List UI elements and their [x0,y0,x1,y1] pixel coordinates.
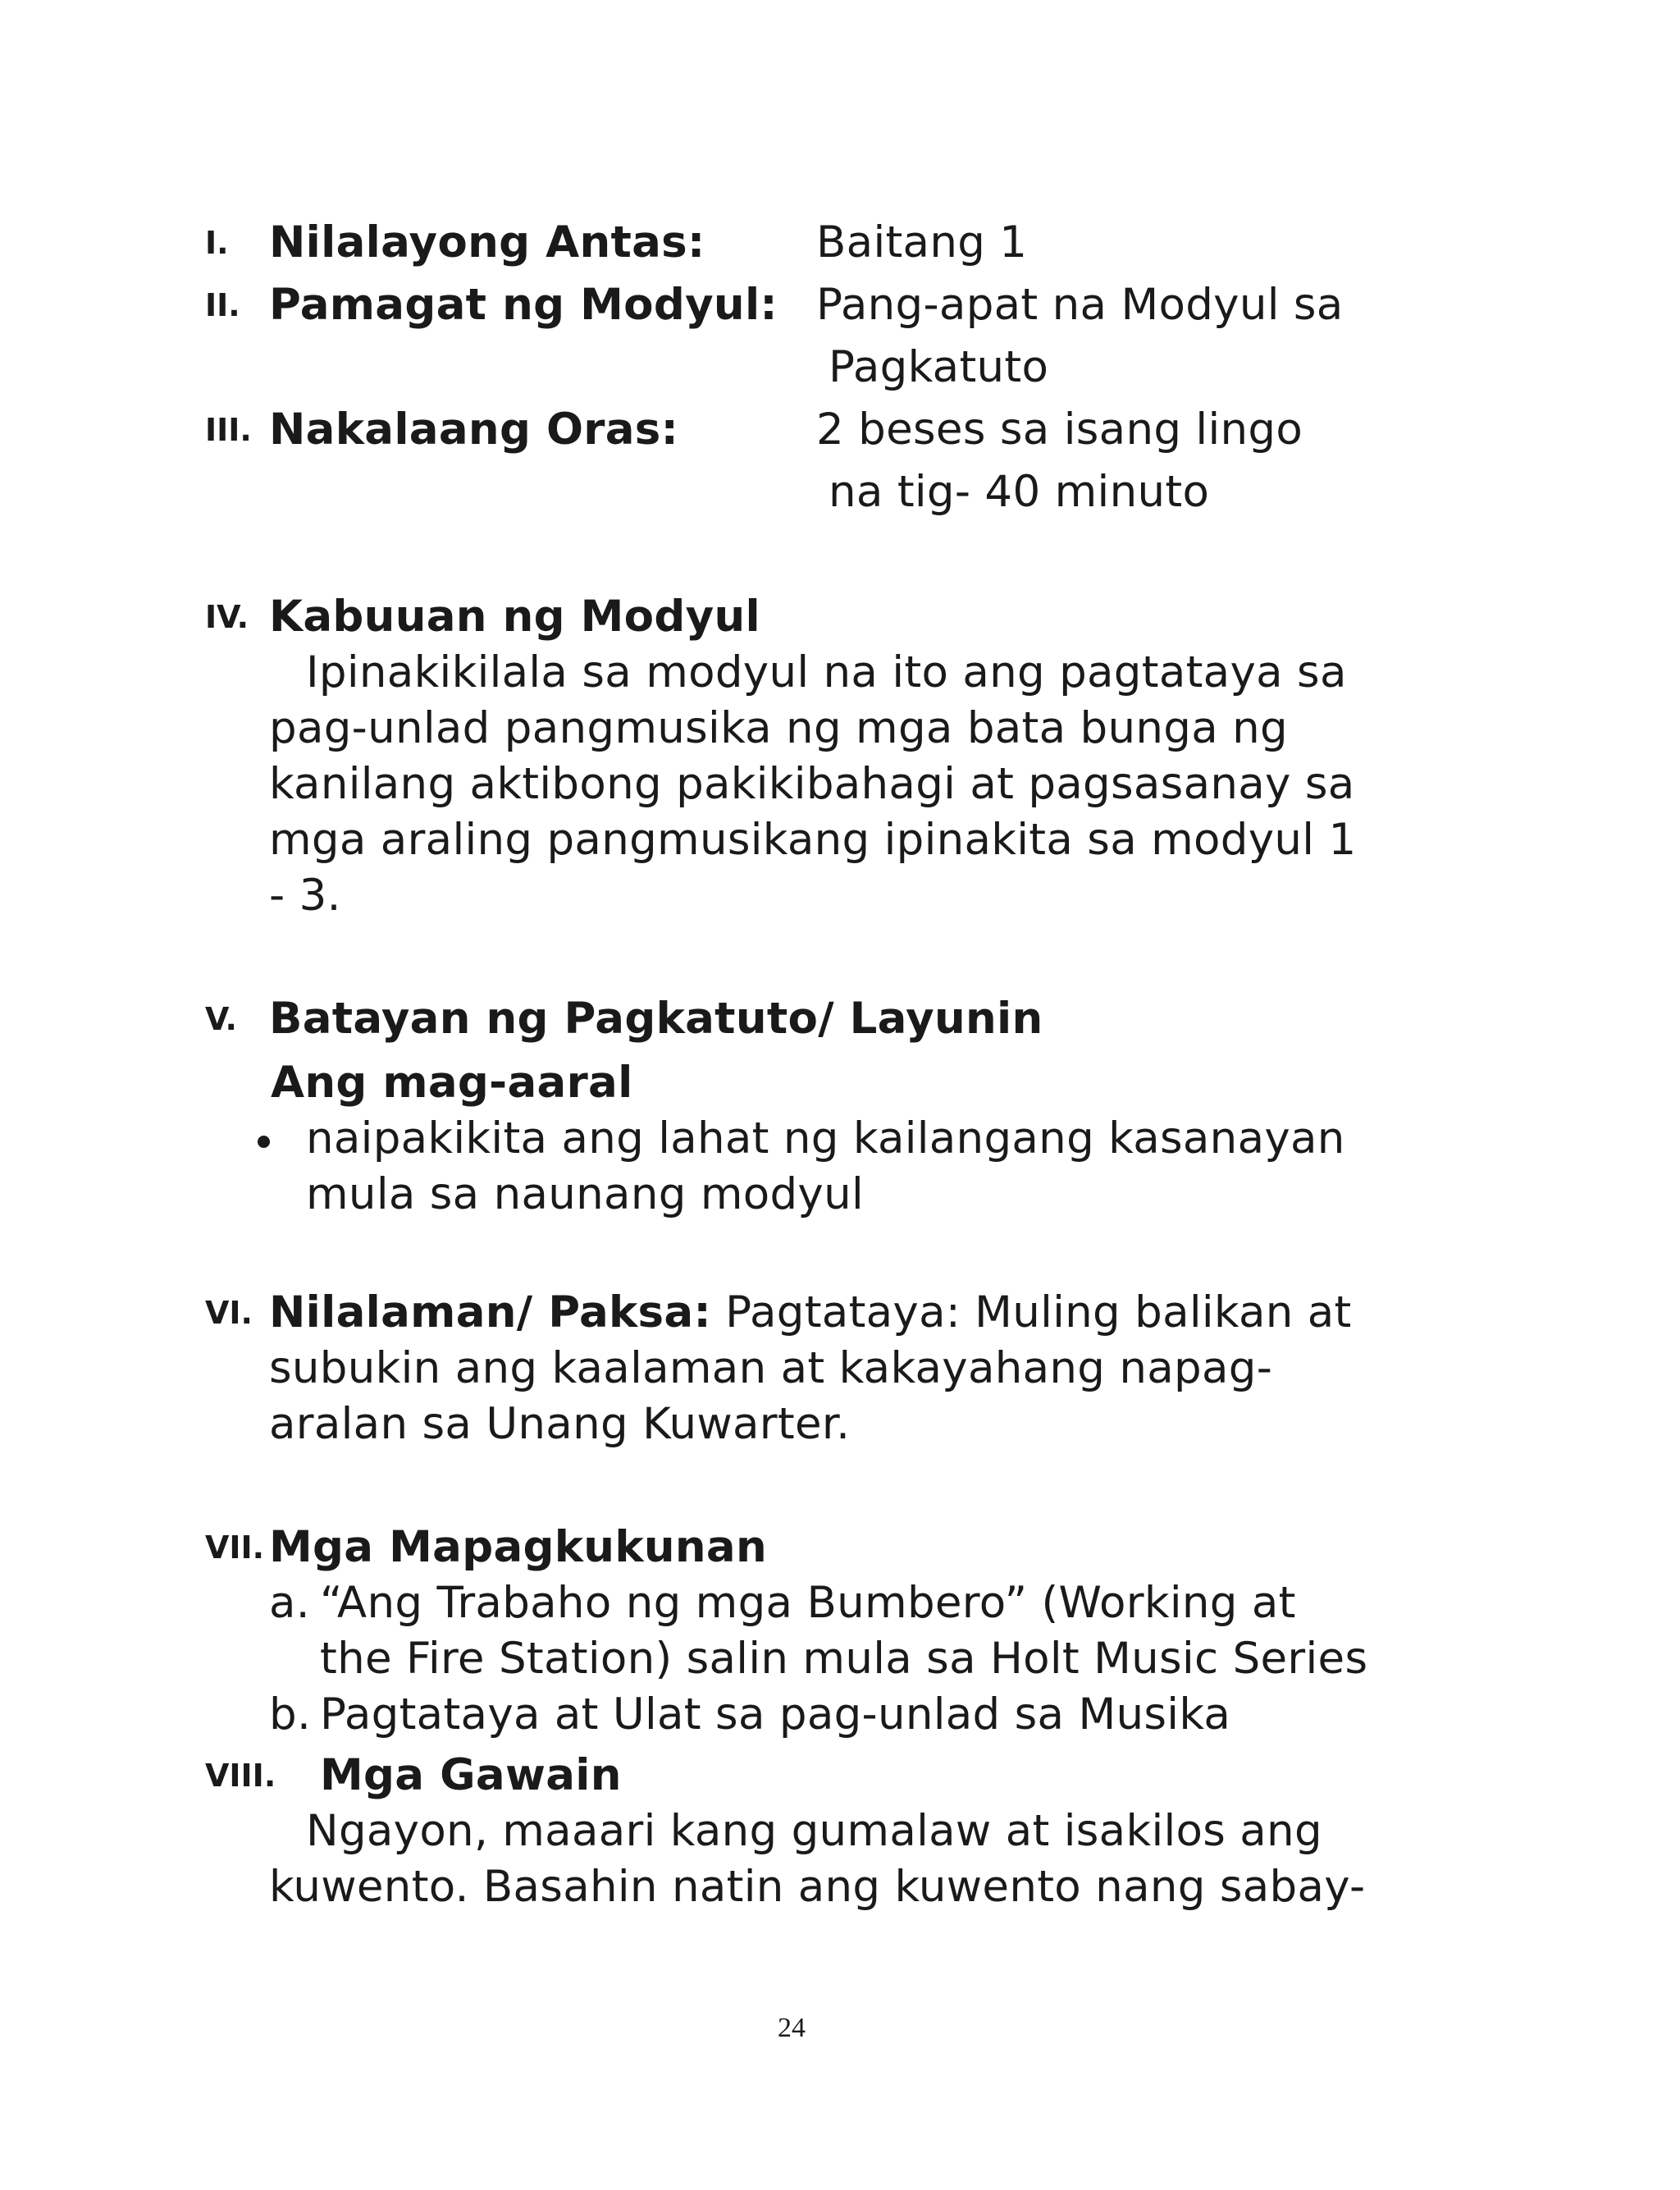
label-pamagat-ng-modyul: Pamagat ng Modyul: [269,280,778,330]
label-nilalayong-antas: Nilalayong Antas: [269,217,705,267]
subheading-ang-mag-aaral: Ang mag-aaral [271,1058,633,1108]
page-number: 24 [778,2013,806,2043]
section-vi-text: Pagtataya: Muling balikan at [710,1287,1352,1337]
value-pamagat-line-2: Pagkatuto [829,342,1049,392]
section-vi-line: subukin ang kaalaman at kakayahang napag- [269,1343,1273,1393]
numeral-ii: II. [205,287,240,323]
list-marker-b: b. [269,1689,312,1740]
list-item-a-line-1: “Ang Trabaho ng mga Bumbero” (Working at [320,1578,1296,1628]
bullet-icon [258,1136,270,1148]
paragraph-line: pag-unlad pangmusika ng mga bata bunga ng [269,703,1288,753]
heading-nilalaman-paksa: Nilalaman/ Paksa: [269,1287,711,1337]
numeral-v: V. [205,1001,237,1037]
list-item-b-line-1: Pagtataya at Ulat sa pag-unlad sa Musika [320,1689,1231,1740]
paragraph-line: Ngayon, maaari kang gumalaw at isakilos ang [306,1806,1322,1856]
list-marker-a: a. [269,1578,310,1628]
paragraph-line: mga araling pangmusikang ipinakita sa modyul 1 [269,815,1357,865]
heading-batayan-ng-pagkatuto: Batayan ng Pagkatuto/ Layunin [269,994,1043,1044]
heading-mga-gawain: Mga Gawain [320,1750,622,1800]
value-nakalaang-oras-line-1: 2 beses sa isang lingo [816,405,1303,455]
numeral-i: I. [205,225,229,261]
numeral-vii: VII. [205,1529,265,1566]
numeral-vi: VI. [205,1295,253,1331]
paragraph-line: kanilang aktibong pakikibahagi at pagsasanay sa [269,759,1355,809]
paragraph-line: kuwento. Basahin natin ang kuwento nang sabay- [269,1862,1366,1912]
paragraph-line: Ipinakikilala sa modyul na ito ang pagtataya sa [306,647,1347,697]
numeral-viii: VIII. [205,1758,276,1794]
section-vi-line: aralan sa Unang Kuwarter. [269,1399,851,1449]
bullet-line: naipakikita ang lahat ng kailangang kasanayan [306,1113,1345,1164]
value-pamagat-line-1: Pang-apat na Modyul sa [816,280,1344,330]
bullet-line: mula sa naunang modyul [306,1169,864,1219]
heading-kabuuan-ng-modyul: Kabuuan ng Modyul [269,592,760,642]
numeral-iv: IV. [205,599,249,635]
paragraph-line: - 3. [269,871,341,921]
heading-mga-mapagkukunan: Mga Mapagkukunan [269,1522,768,1572]
numeral-iii: III. [205,412,252,448]
label-nakalaang-oras: Nakalaang Oras: [269,405,679,455]
section-vi-line-1 [269,1285,1352,1341]
value-nilalayong-antas: Baitang 1 [816,217,1028,267]
list-item-a-line-2: the Fire Station) salin mula sa Holt Music Series [320,1634,1368,1684]
value-nakalaang-oras-line-2: na tig- 40 minuto [829,467,1210,517]
